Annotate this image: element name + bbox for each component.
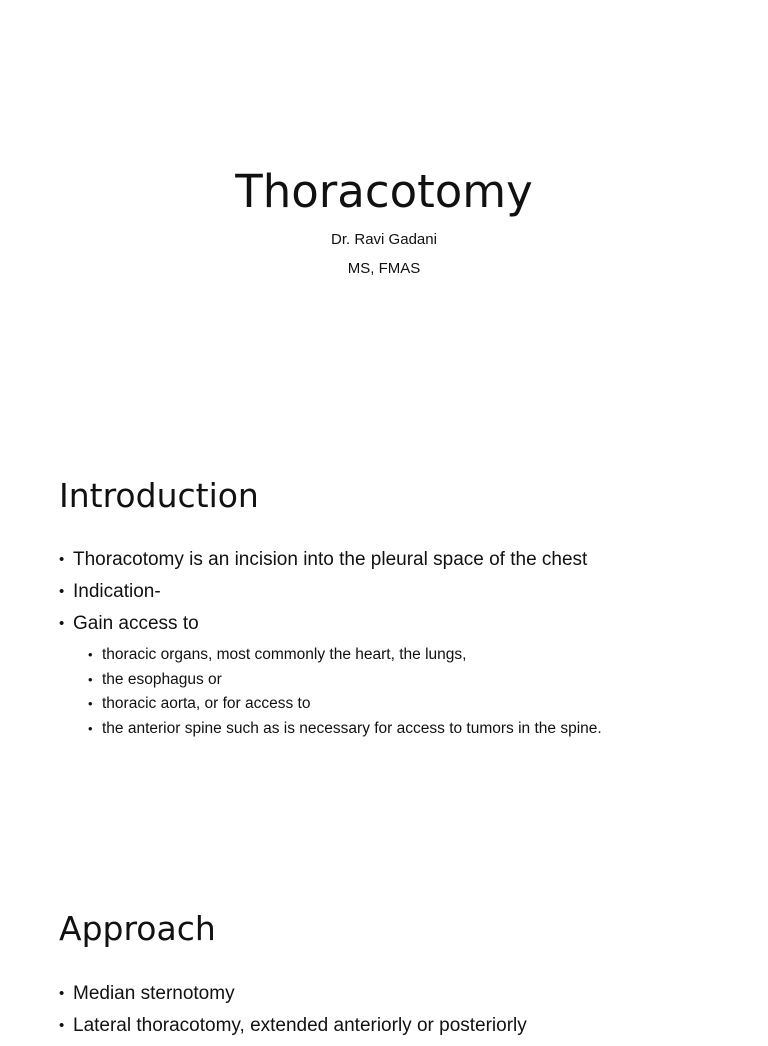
slide-heading: Approach (59, 909, 216, 948)
list-item (59, 580, 587, 612)
list-item (59, 982, 527, 1014)
sub-bullet-text: thoracic aorta, or for access to (102, 695, 311, 712)
list-item (59, 612, 587, 644)
bullet-text: Thoracotomy is an incision into the pleural space of the chest (73, 549, 588, 570)
sub-list-item (59, 670, 602, 695)
sub-bullet-text: the anterior spine such as is necessary for access to tumors in the spine. (102, 719, 602, 737)
bullet-icon: • (88, 671, 93, 687)
sub-bullet-text: the esophagus or (102, 670, 222, 688)
bullet-text: Gain access to (73, 613, 199, 634)
bullet-icon: • (88, 720, 93, 736)
sub-list-item (59, 719, 602, 744)
bullet-text: Lateral thoracotomy, extended anteriorly or posteriorly (73, 1015, 527, 1036)
introduction-slide (0, 432, 768, 864)
bullet-icon: • (59, 1017, 65, 1034)
slide-heading: Introduction (59, 476, 259, 515)
list-item (59, 548, 587, 580)
title-slide (0, 0, 768, 432)
bullet-icon: • (59, 985, 65, 1002)
bullet-text: Median sternotomy (73, 983, 235, 1004)
presentation-title: Thoracotomy (235, 165, 533, 218)
bullet-icon: • (59, 615, 65, 632)
sub-list-item (59, 645, 602, 670)
bullet-icon: • (59, 583, 65, 600)
bullet-list (59, 548, 587, 644)
bullet-icon: • (88, 696, 93, 711)
approach-slide (0, 864, 768, 1036)
author-name: Dr. Ravi Gadani (331, 231, 437, 248)
list-item (59, 1014, 527, 1046)
sub-list-item (59, 694, 602, 719)
bullet-icon: • (59, 551, 65, 568)
bullet-list (59, 982, 527, 1046)
author-credentials: MS, FMAS (347, 260, 421, 277)
bullet-icon: • (88, 647, 93, 662)
bullet-text: Indication- (73, 581, 161, 602)
sub-bullet-text: thoracic organs, most commonly the heart, the lungs, (102, 646, 467, 663)
sub-bullet-list (59, 645, 602, 743)
